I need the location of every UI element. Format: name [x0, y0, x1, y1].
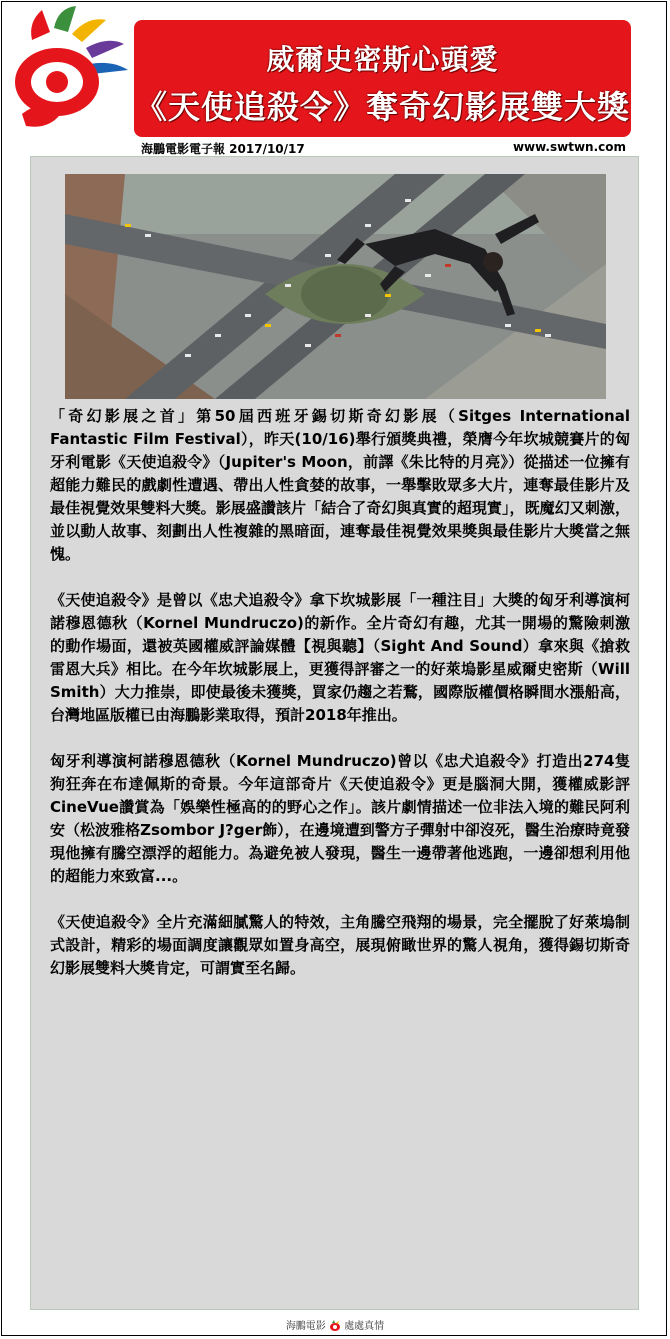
headline-line-1: 威爾史密斯心頭愛: [266, 43, 499, 76]
footer: [0, 1317, 670, 1332]
article-paragraph-3: 匈牙利導演柯諾穆恩德秋（Kornel Mundruczo)曾以《忠犬追殺令》打造出274隻狗狂奔在布達佩斯的奇景。今年這部奇片《天使追殺令》更是腦洞大開，獲權威影評CineVue讚賞為「娛樂性極高的的野心之作」。該片劇情描述一位非法入境的難民阿利安（松波雅格Zsombor J?ger飾），在邊境遭到警方子彈射中卻沒死，醫生治療時竟發現他擁有騰空漂浮的超能力。為避免被人發現，醫生一邊帶著他逃跑，一邊卻想利用他的超能力來致富...。: [50, 752, 630, 885]
footer-slogan-text: 處處真情: [344, 1321, 385, 1332]
title-banner: [134, 20, 631, 137]
article-paragraph-2: 《天使追殺令》是曾以《忠犬追殺令》拿下坎城影展「一種注目」大獎的匈牙利導演柯諾穆恩德秋（Kornel Mundruczo)的新作。全片奇幻有趣，尤其一開場的驚險刺激的動作場面，還被英國權威評論媒體【視與聽】（Sight And Sound）拿來與《搶救雷恩大兵》相比。在今年坎城影展上，更獲得評審之一的好萊塢影星威爾史密斯（Will Smith）大力推崇，即使最後未獲獎，買家仍趨之若鶩，國際版權價格瞬間水漲船高，台灣地區版權已由海鵬影業取得，預計2018年推出。: [50, 591, 630, 724]
article-paragraph-4: 《天使追殺令》全片充滿細膩驚人的特效，主角騰空飛翔的場景，完全擺脫了好萊塢制式設計，精彩的場面調度讓觀眾如置身高空，展現俯瞰世界的驚人視角，獲得錫切斯奇幻影展雙料大獎肯定，可謂實至名歸。: [50, 913, 630, 977]
website-link[interactable]: www.swtwn.com: [512, 140, 626, 154]
swtwn-logo-icon: [2, 2, 136, 132]
article-paragraph-1: 「奇幻影展之首」第50屆西班牙錫切斯奇幻影展（Sitges International Fantastic Film Festival），昨天(10/16)舉行頒獎典禮，榮膺今年坎城競賽片的匈牙利電影《天使追殺令》（Jupiter's Moon，前譯《朱比特的月亮》）從描述一位擁有超能力難民的戲劇性遭遇、帶出人性貪婪的故事，一舉擊敗眾多大片，連奪最佳影片及最佳視覺效果雙料大獎。影展盛讚該片「結合了奇幻與真實的超現實」，既魔幻又刺激，並以動人故事、刻劃出人性複雜的黑暗面，連奪最佳視覺效果獎與最佳影片大獎當之無愧。: [50, 407, 630, 563]
movie-still-image: [65, 174, 606, 399]
dateline: 海鵬電影電子報 2017/10/17: [141, 142, 305, 156]
footer-brand-text: 海鵬電影: [285, 1321, 326, 1332]
headline-line-2: 《天使追殺令》奪奇幻影展雙大獎: [134, 88, 630, 126]
footer-logo-icon: [329, 1320, 341, 1332]
article-body: [50, 405, 630, 1003]
